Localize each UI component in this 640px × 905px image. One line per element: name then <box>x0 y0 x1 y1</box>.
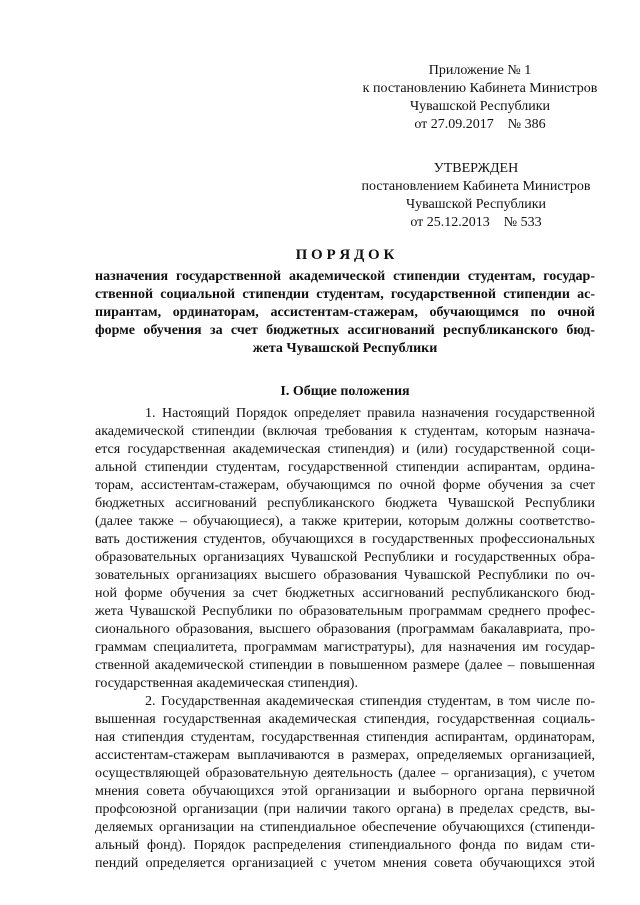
paragraph-line: ной форме обучения за счет бюджетных ассигнований республиканского бюд- <box>95 586 595 601</box>
paragraph-line: деляемых организации на стипендиальное обеспечение обучающихся (стипенди- <box>95 820 595 835</box>
paragraph-line: зовательных организациях высшего образования Чувашской Республики по оч- <box>95 568 595 583</box>
paragraph-line: вать достижения студентов, обучающихся в государственных профессиональных <box>95 532 595 547</box>
document-subtitle <box>95 268 595 358</box>
paragraph-line: государственная академическая стипендия). <box>95 676 358 691</box>
approved-line: постановлением Кабинета Министров <box>361 179 591 194</box>
subtitle-line: ственной социальной стипендии студентам, государственной стипендии ас- <box>95 287 595 302</box>
appendix-date: от 27.09.2017 № 386 <box>414 117 546 132</box>
paragraph-line: граммам специалитета, программам магистратуры), для назначения им государ- <box>95 640 595 655</box>
paragraph-1 <box>95 405 595 693</box>
paragraph-2 <box>95 693 595 873</box>
paragraph-line: альный фонд). Порядок распределения стипендиального фонда по видам сти- <box>95 838 595 853</box>
paragraph-line: альной стипендии студентам, государственной стипендии аспирантам, ордина- <box>95 460 595 475</box>
appendix-title: Приложение № 1 <box>428 63 532 78</box>
paragraph-line: ственной академической стипендии в повышенном размере (далее – повышенная <box>95 658 595 673</box>
paragraph-line: академической стипендии (включая требования к студентам, которым назнача- <box>95 424 595 439</box>
appendix-line: к постановлению Кабинета Министров <box>362 81 598 96</box>
paragraph-line: ассистентам-стажерам выплачиваются в размерах, определяемых организацией, <box>95 748 595 763</box>
subtitle-line: жета Чувашской Республики <box>252 341 438 356</box>
approved-block <box>356 160 596 232</box>
paragraph-line: пендий определяется организацией с учетом мнения совета обучающихся этой <box>95 856 595 871</box>
paragraph-line: образовательных организациях Чувашской Республики и государственных обра- <box>95 550 595 565</box>
paragraph-line: вышенная государственная академическая стипендия, государственная социаль- <box>95 712 595 727</box>
approved-line: Чувашской Республики <box>405 197 547 212</box>
paragraph-line: 2. Государственная академическая стипендия студентам, в том числе по- <box>145 694 595 709</box>
document-title-text: П О Р Я Д О К <box>295 247 395 263</box>
approved-title: УТВЕРЖДЕН <box>433 161 519 176</box>
section-heading-text: I. Общие положения <box>280 384 410 399</box>
paragraph-line: (далее также – обучающиеся), а также критерии, которым должны соответство- <box>95 514 595 529</box>
paragraph-line: 1. Настоящий Порядок определяет правила назначения государственной <box>145 406 595 421</box>
paragraph-line: ется государственная академическая стипендия) и (или) государственной соци- <box>95 442 595 457</box>
paragraph-line: мнения совета обучающихся этой организации и выборного органа первичной <box>95 784 595 799</box>
subtitle-line: назначения государственной академической стипендии студентам, государ- <box>95 269 595 284</box>
approved-date: от 25.12.2013 № 533 <box>410 215 542 230</box>
paragraph-line: жета Чувашской Республики по образовательным программам среднего профес- <box>95 604 595 619</box>
section-heading <box>95 383 595 401</box>
paragraph-line: торам, ассистентам-стажерам, обучающимся по очной форме обучения за счет <box>95 478 595 493</box>
paragraph-line: сионального образования, высшего образования (программам бакалавриата, про- <box>95 622 595 637</box>
appendix-block <box>360 62 600 134</box>
paragraph-line: профсоюзной организации (при наличии такого органа) в пределах средств, вы- <box>95 802 595 817</box>
paragraph-line: ная стипендия студентам, государственная стипендия аспирантам, ординаторам, <box>95 730 595 745</box>
subtitle-line: пирантам, ординаторам, ассистентам-стажерам, обучающимся по очной <box>95 305 595 320</box>
appendix-line: Чувашской Республики <box>409 99 551 114</box>
paragraph-line: осуществляющей образовательную деятельность (далее – организация), с учетом <box>95 766 595 781</box>
subtitle-line: форме обучения за счет бюджетных ассигнований республиканского бюд- <box>95 323 595 338</box>
paragraph-line: бюджетных ассигнований республиканского бюджета Чувашской Республики <box>95 496 595 511</box>
document-title <box>95 246 595 264</box>
